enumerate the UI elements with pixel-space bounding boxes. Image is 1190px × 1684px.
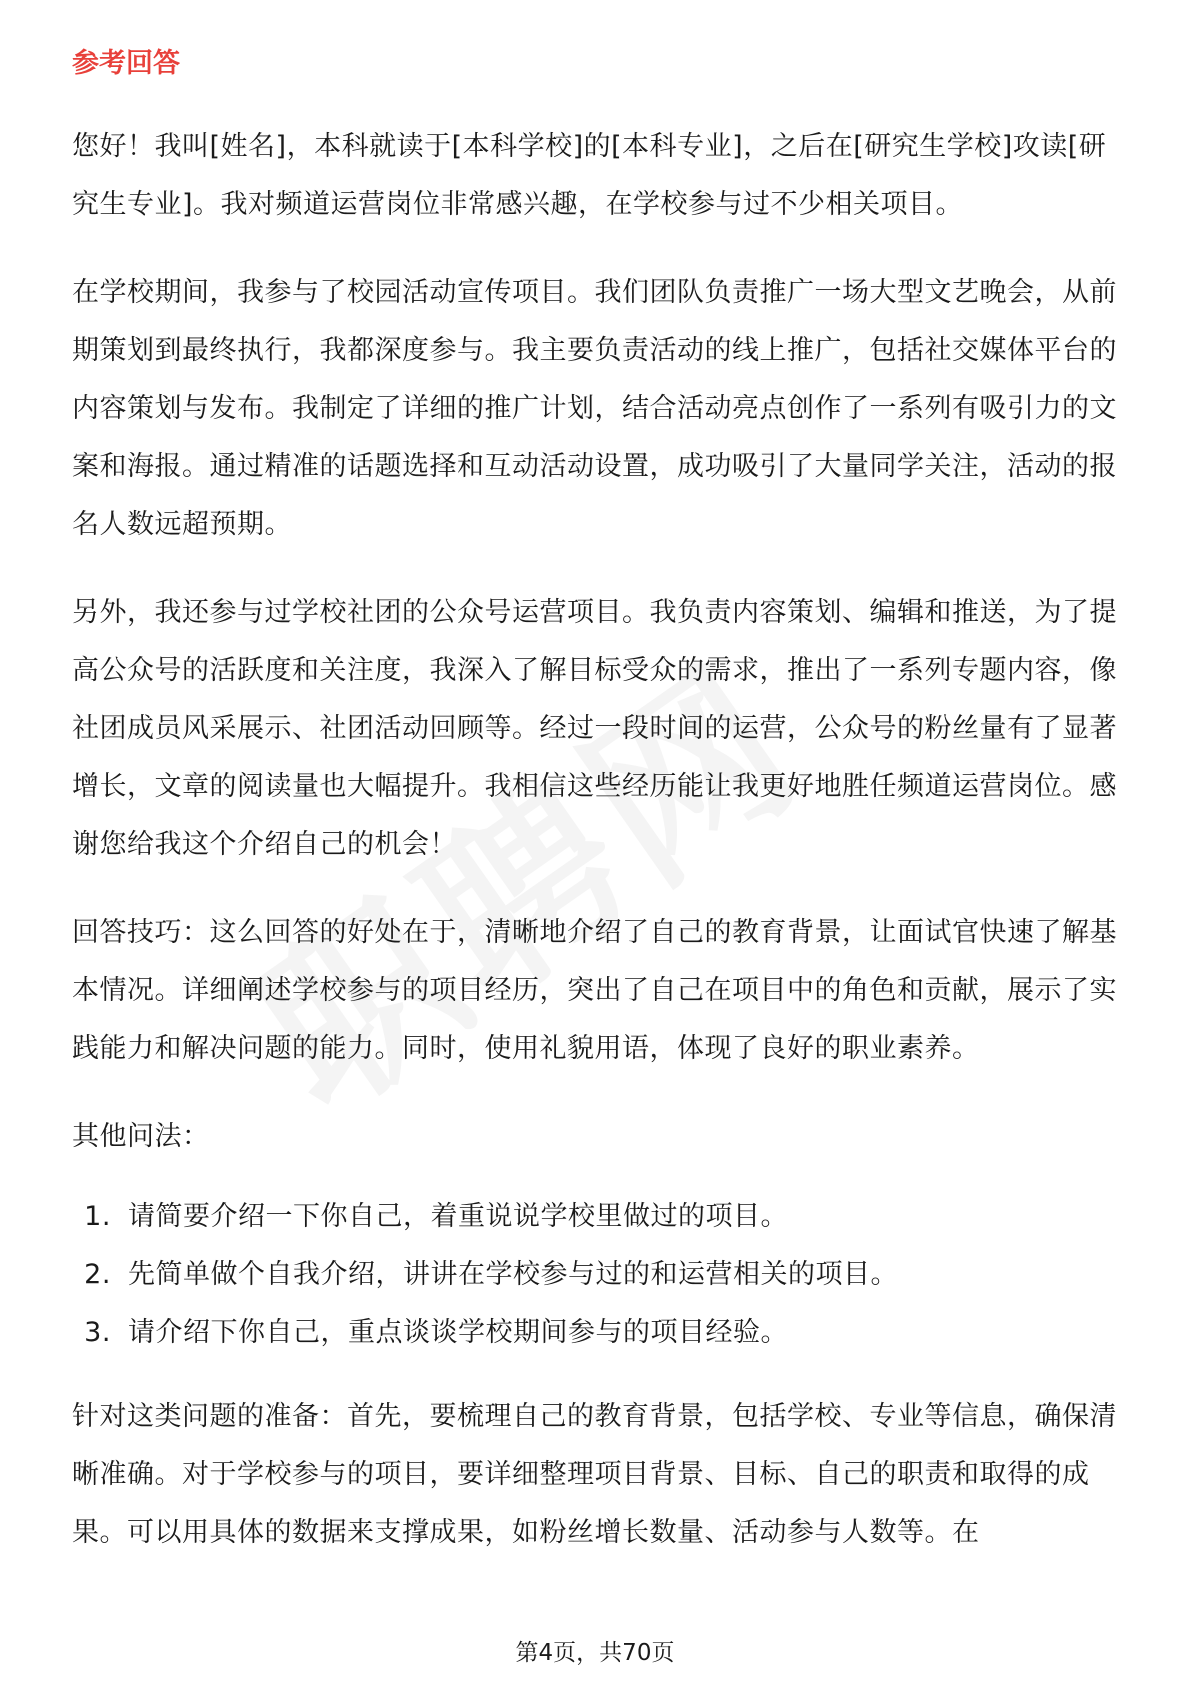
paragraph-preparation: 针对这类问题的准备：首先，要梳理自己的教育背景，包括学校、专业等信息，确保清晰准确。对于学校参与的项目，要详细整理项目背景、目标、自己的职责和取得的成果。可以用具体的数据来支撑成果，如粉丝增长数量、活动参与人数等。在 xyxy=(72,1401,1117,1548)
other-questions-list xyxy=(72,1188,1122,1362)
list-item: 1. 请简要介绍一下你自己，着重说说学校里做过的项目。 xyxy=(120,1188,1122,1246)
page-number-footer: 第4页，共70页 xyxy=(515,1640,675,1666)
document-page xyxy=(72,44,1122,1592)
section-title: 参考回答 xyxy=(72,48,180,79)
list-item: 3. 请介绍下你自己，重点谈谈学校期间参与的项目经验。 xyxy=(120,1304,1122,1362)
list-item: 2. 先简单做个自我介绍，讲讲在学校参与过的和运营相关的项目。 xyxy=(120,1246,1122,1304)
paragraph-wechat-project: 另外，我还参与过学校社团的公众号运营项目。我负责内容策划、编辑和推送，为了提高公众号的活跃度和关注度，我深入了解目标受众的需求，推出了一系列专题内容，像社团成员风采展示、社团活动回顾等。经过一段时间的运营，公众号的粉丝量有了显著增长，文章的阅读量也大幅提升。我相信这些经历能让我更好地胜任频道运营岗位。感谢您给我这个介绍自己的机会！ xyxy=(72,597,1117,860)
paragraph-answer-tips: 回答技巧：这么回答的好处在于，清晰地介绍了自己的教育背景，让面试官快速了解基本情况。详细阐述学校参与的项目经历，突出了自己在项目中的角色和贡献，展示了实践能力和解决问题的能力。同时，使用礼貌用语，体现了良好的职业素养。 xyxy=(72,917,1117,1064)
other-questions-label: 其他问法： xyxy=(72,1121,210,1152)
paragraph-campus-project: 在学校期间，我参与了校园活动宣传项目。我们团队负责推广一场大型文艺晚会，从前期策划到最终执行，我都深度参与。我主要负责活动的线上推广，包括社交媒体平台的内容策划与发布。我制定了详细的推广计划，结合活动亮点创作了一系列有吸引力的文案和海报。通过精准的话题选择和互动活动设置，成功吸引了大量同学关注，活动的报名人数远超预期。 xyxy=(72,277,1117,540)
paragraph-intro: 您好！我叫[姓名]，本科就读于[本科学校]的[本科专业]，之后在[研究生学校]攻读[研究生专业]。我对频道运营岗位非常感兴趣，在学校参与过不少相关项目。 xyxy=(72,131,1107,220)
